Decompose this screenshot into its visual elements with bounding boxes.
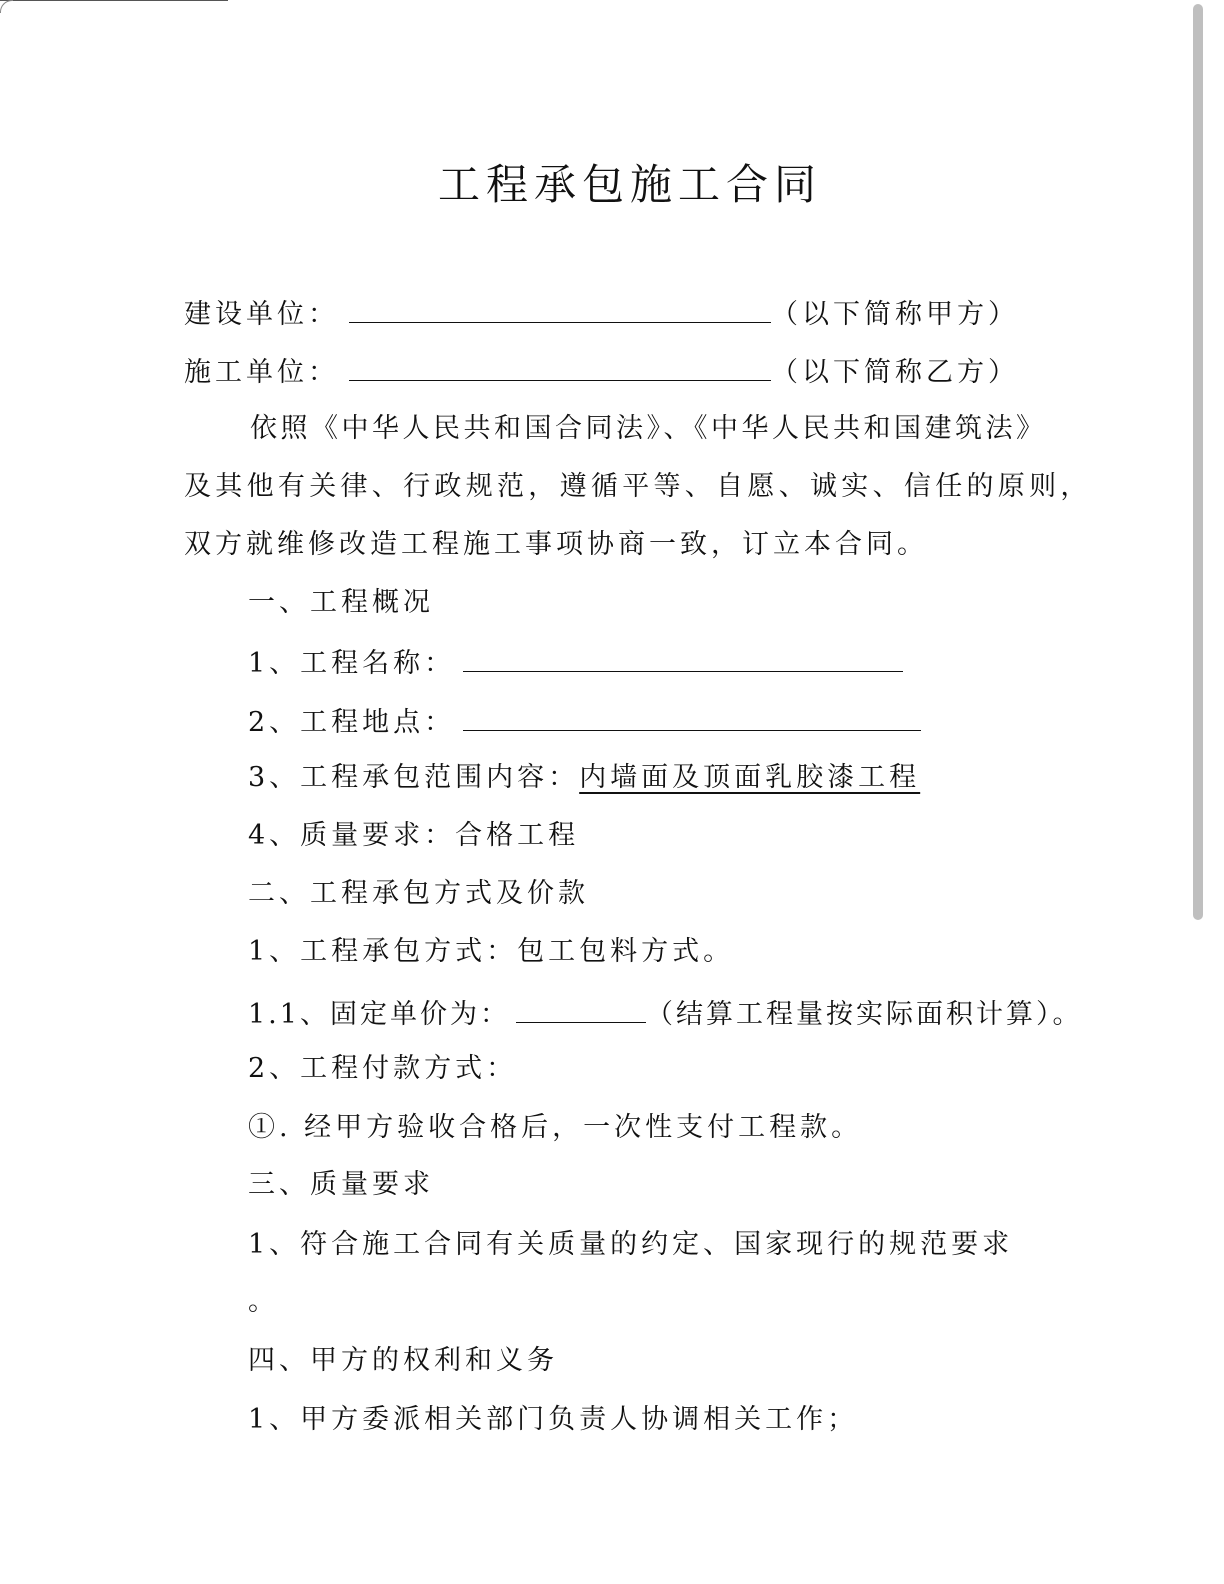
unit-price-label: 1.1、固定单价为： [248,999,510,1030]
section-4-heading: 四、甲方的权利和义务 [248,1345,558,1376]
intro-line-3: 双方就维修改造工程施工事项协商一致，订立本合同。 [184,529,928,560]
unit-price-suffix: （结算工程量按实际面积计算）。 [645,999,1083,1030]
section-3-heading: 三、质量要求 [248,1169,434,1200]
quality-requirement-line: 4、质量要求：合格工程 [248,820,580,851]
unit-price-blank [516,992,646,1023]
project-name-line [248,641,903,684]
builder-line [184,292,1019,335]
section-2-heading: 二、工程承包方式及价款 [248,878,589,909]
contract-method-line: 1、工程承包方式：包工包料方式。 [248,936,735,967]
quality-standard-end: 。 [248,1286,279,1317]
payment-method-line: 2、工程付款方式： [248,1053,518,1084]
party-a-duty-line: 1、甲方委派相关部门负责人协调相关工作； [248,1404,859,1435]
quality-standard-line: 1、符合施工合同有关质量的约定、国家现行的规范要求 [248,1229,1014,1260]
page-corner [0,0,13,13]
builder-suffix: （以下简称甲方） [771,299,1019,330]
page-corner-line [0,0,228,1]
section-1-heading: 一、工程概况 [248,587,434,618]
project-scope-value: 内墙面及顶面乳胶漆工程 [579,762,921,793]
intro-line-1: 依照《中华人民共和国合同法》、《中华人民共和国建筑法》 [250,413,1047,444]
project-location-label: 2、工程地点： [248,707,456,738]
contractor-blank [349,350,771,381]
vertical-scrollbar[interactable] [1193,4,1203,920]
project-scope-line [248,758,920,798]
project-location-blank [463,700,921,731]
contractor-suffix: （以下简称乙方） [771,357,1019,388]
builder-blank [349,292,771,323]
project-name-blank [463,641,903,672]
project-location-line [248,700,921,743]
contractor-label: 施工单位： [184,357,339,388]
contractor-line [184,350,1019,393]
payment-term-line: ①. 经甲方验收合格后，一次性支付工程款。 [248,1112,863,1143]
project-scope-label: 3、工程承包范围内容： [248,762,580,793]
builder-label: 建设单位： [184,299,339,330]
project-name-label: 1、工程名称： [248,648,456,679]
document-title: 工程承包施工合同 [437,160,822,209]
intro-line-2: 及其他有关律、行政规范，遵循平等、自愿、诚实、信任的原则， [184,471,1092,502]
unit-price-line [248,992,1082,1035]
